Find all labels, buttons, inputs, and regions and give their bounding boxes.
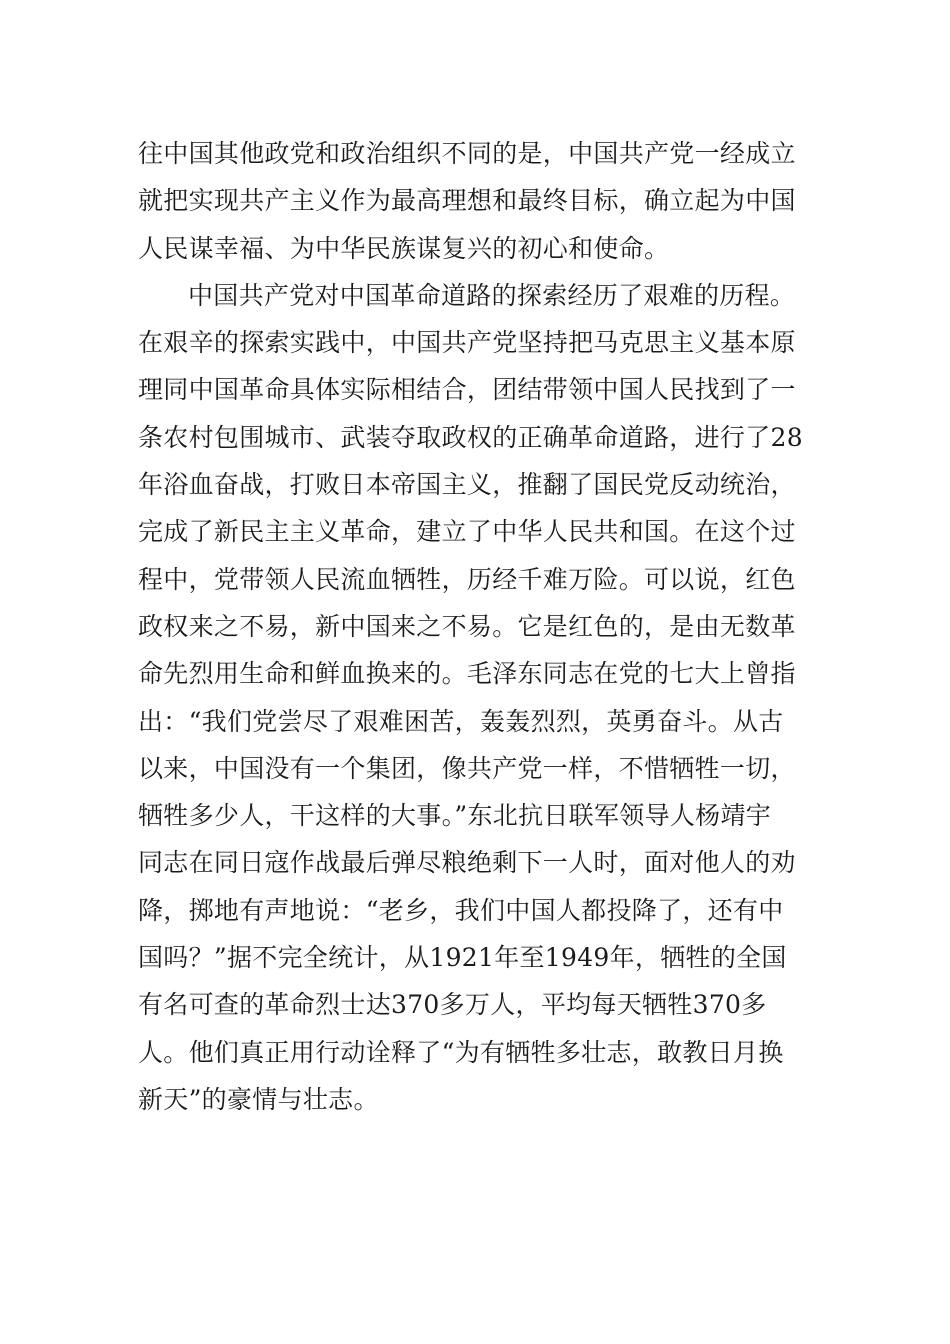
text-line: 同志在同日寇作战最后弹尽粮绝剩下一人时，面对他人的劝 (138, 848, 796, 878)
text-line: 牺牲多少人，干这样的大事。”东北抗日联军领导人杨靖宇 (138, 801, 772, 831)
text-line: 新天”的豪情与壮志。 (138, 1084, 379, 1114)
text-line: 人。他们真正用行动诠释了“为有牺牲多壮志，敢教日月换 (138, 1037, 784, 1067)
text-line: 以来，中国没有一个集团，像共产党一样，不惜牺牲一切， (138, 753, 796, 783)
text-line: 往中国其他政党和政治组织不同的是，中国共产党一经成立 (138, 139, 796, 168)
text-line: 出：“我们党尝尽了艰难困苦，轰轰烈烈，英勇奋斗。从古 (138, 706, 784, 736)
text-line: 程中，党带领人民流血牺牲，历经千难万险。可以说，红色 (138, 564, 796, 594)
text-line: 命先烈用生命和鲜血换来的。毛泽东同志在党的七大上曾指 (138, 659, 796, 689)
text-line: 年浴血奋战，打败日本帝国主义，推翻了国民党反动统治， (138, 470, 796, 500)
text-line: 有名可查的革命烈士达370多万人，平均每天牺牲370多 (138, 990, 767, 1020)
text-line: 人民谋幸福、为中华民族谋复兴的初心和使命。 (138, 233, 670, 263)
text-line: 国吗？”据不完全统计，从1921年至1949年，牺牲的全国 (138, 943, 787, 973)
text-line: 降，掷地有声地说：“老乡，我们中国人都投降了，还有中 (138, 895, 784, 925)
text-line: 就把实现共产主义作为最高理想和最终目标，确立起为中国 (138, 186, 796, 216)
text-line: 理同中国革命具体实际相结合，团结带领中国人民找到了一 (138, 375, 796, 405)
text-line: 在艰辛的探索实践中，中国共产党坚持把马克思主义基本原 (138, 328, 796, 358)
text-line: 中国共产党对中国革命道路的探索经历了艰难的历程。 (188, 280, 796, 310)
text-line: 条农村包围城市、武装夺取政权的正确革命道路，进行了28 (138, 422, 803, 452)
text-line: 政权来之不易，新中国来之不易。它是红色的，是由无数革 (138, 611, 796, 641)
body-text (138, 130, 818, 1123)
text-line: 完成了新民主主义革命，建立了中华人民共和国。在这个过 (138, 517, 796, 547)
